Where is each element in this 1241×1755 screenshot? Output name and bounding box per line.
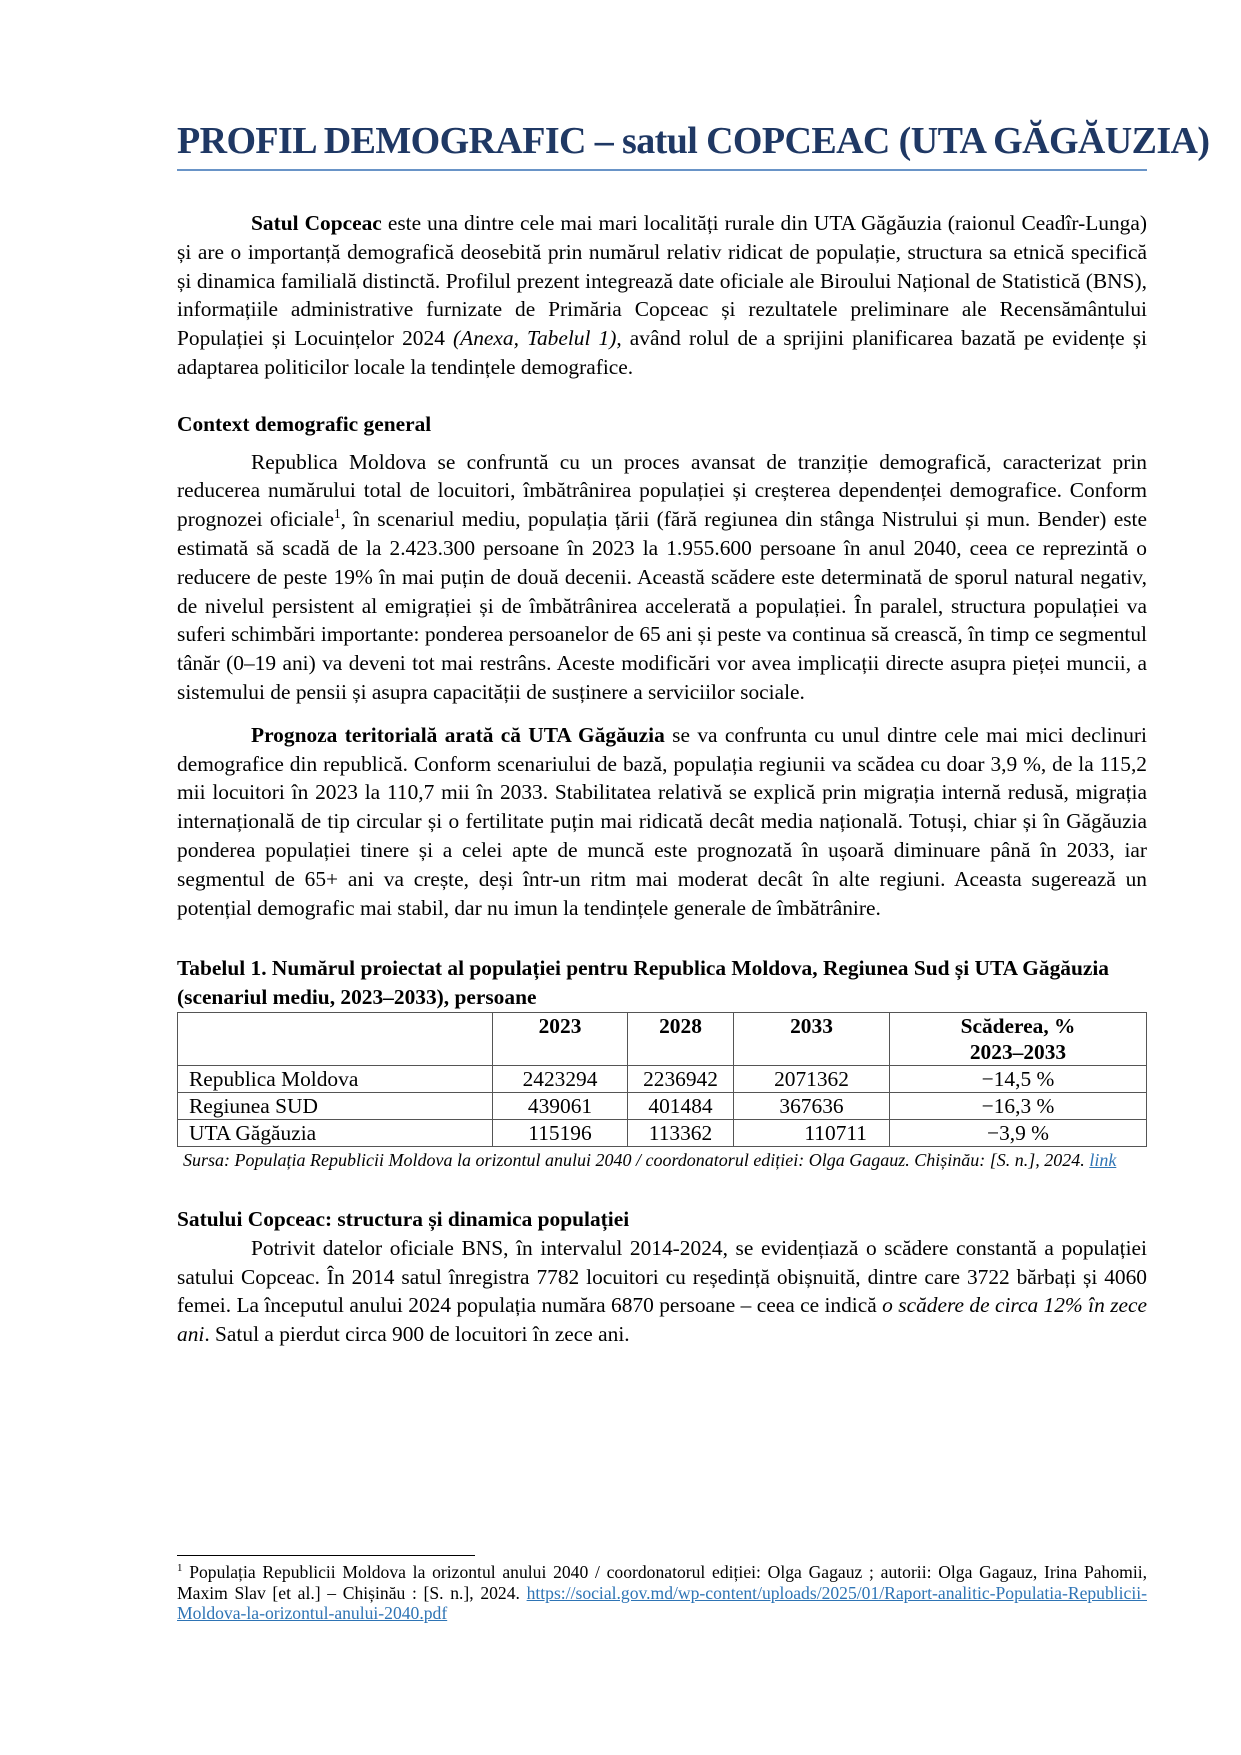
table-row: [178, 1092, 1147, 1119]
table-header-decline: [890, 1012, 1147, 1065]
copceac-paragraph: [177, 1234, 1147, 1349]
row-label: Republica Moldova: [178, 1065, 493, 1092]
copceac-italic-emphasis: o scădere de circa 12% în zece ani: [177, 1293, 1147, 1347]
table-header-empty: [178, 1012, 493, 1065]
table-source-text: Sursa: Populația Republicii Moldova la orizontul anului 2040 / coordonatorul ediției: Olga Gagauz. Chișinău: [S. n.], 2024.: [183, 1149, 1090, 1170]
table-header-row: [178, 1012, 1147, 1065]
footnote-text: Populația Republicii Moldova la orizontul anului 2040 / coordonatorul ediției: Olga Gagauz ; autorii: Olga Gagauz, Irina Pahomii, Maxim Slav [et al.] – Chișinău : [S. n.], 2024.: [177, 1562, 1147, 1603]
cell-2028: 2236942: [628, 1065, 734, 1092]
footnote-reference[interactable]: 1: [333, 506, 341, 522]
table-header-decline-line2: 2023–2033: [969, 1039, 1067, 1064]
cell-2023: 439061: [493, 1092, 628, 1119]
cell-2028: 401484: [628, 1092, 734, 1119]
table-header-2033: 2033: [734, 1012, 890, 1065]
footnote-url-link[interactable]: https://social.gov.md/wp-content/uploads/2025/01/Raport-analitic-Populatia-Republicii-Moldova-la-orizontul-anului-2040.pdf: [177, 1582, 1147, 1623]
row-label: UTA Găgăuzia: [178, 1119, 493, 1146]
copceac-text-1: Potrivit datelor oficiale BNS, în intervalul 2014-2024, se evidențiază o scădere constantă a populației satului Copceac. În 2014 satul înregistra 7782 locuitori cu reședință obișnuită, dintre care 3722 bărbați și 4060 femei. La începutul anului 2024 populația număra 6870 persoane – ceea ce indică: [177, 1235, 1147, 1318]
context-paragraph-2: [177, 721, 1147, 923]
page-content: [177, 118, 1210, 1349]
intro-bold-lead: Satul Copceac: [251, 211, 382, 235]
table-header-2023: 2023: [493, 1012, 628, 1065]
context-p2-bold-lead: Prognoza teritorială arată că UTA Găgăuzia: [251, 722, 665, 747]
footnote-number: 1: [177, 1562, 183, 1575]
intro-text-2: , având rolul de a sprijini planificarea bazată pe evidențe și adaptarea politicilor locale la tendințele demografice.: [177, 326, 1147, 379]
title-underline-rule: [177, 169, 1147, 171]
cell-2033: 367636: [734, 1092, 890, 1119]
intro-text-1: este una dintre cele mai mari localități rurale din UTA Găgăuzia (raionul Ceadîr-Lunga) și are o importanță demografică deosebită prin numărul relativ ridicat de populație, structura sa etnică specifică și dinamica familială distinctă. Profilul prezent integrează date oficiale ale Biroului Național de Statistică (BNS), informațiile administrative furnizate de Primăria Copceac și rezultatele preliminare ale Recensământului Populației și Locuințelor 2024: [177, 211, 1147, 351]
row-label: Regiunea SUD: [178, 1092, 493, 1119]
cell-2023: 2423294: [493, 1065, 628, 1092]
table-source-note: [177, 1149, 1147, 1172]
cell-2023: 115196: [493, 1119, 628, 1146]
footnotes: [177, 1562, 1147, 1624]
cell-decline: −3,9 %: [890, 1119, 1147, 1146]
table-header-2028: 2028: [628, 1012, 734, 1065]
intro-paragraph: [177, 209, 1147, 382]
cell-2028: 113362: [628, 1119, 734, 1146]
context-p1-text-1: Republica Moldova se confruntă cu un proces avansat de tranziție demografică, caracterizat prin reducerea numărului total de locuitori, îmbătrânirea populației și creșterea dependenței demografice. Conform prognozei oficiale: [177, 449, 1147, 532]
footnote-separator: [177, 1555, 475, 1556]
page-title: PROFIL DEMOGRAFIC – satul COPCEAC (UTA GĂGĂUZIA): [177, 120, 1210, 162]
table-row: [178, 1119, 1147, 1146]
cell-decline: −16,3 %: [890, 1092, 1147, 1119]
section-heading-copceac: Satului Copceac: structura și dinamica populației: [177, 1206, 630, 1231]
table-row: [178, 1065, 1147, 1092]
table-caption: Tabelul 1. Numărul proiectat al populației pentru Republica Moldova, Regiunea Sud și UTA Găgăuzia (scenariul mediu, 2023–2033), persoane: [177, 956, 1109, 1010]
cell-2033: 2071362: [734, 1065, 890, 1092]
section-heading-context: Context demografic general: [177, 411, 432, 436]
copceac-text-2: . Satul a pierdut circa 900 de locuitori în zece ani.: [204, 1322, 630, 1347]
intro-annex-reference: (Anexa, Tabelul 1): [453, 326, 617, 351]
context-p1-text-2: , în scenariul mediu, populația țării (fără regiunea din stânga Nistrului și mun. Bender) este estimată să scadă de la 2.423.300 persoane în 2023 la 1.955.600 persoane în anul 2040, ceea ce reprezintă o reducere de peste 19% în mai puțin de două decenii. Această scădere este determinată de sporul natural negativ, de nivelul persistent al emigrației și de îmbătrânirea accelerată a populației. În paralel, structura populației va suferi schimbări importante: ponderea persoanelor de 65 ani și peste va continua să crească, în timp ce segmentul tânăr (0–19 ani) va deveni tot mai restrâns. Aceste modificări vor avea implicații directe asupra pieței muncii, a sistemului de pensii și asupra capacității de susținere a serviciilor sociale.: [177, 507, 1147, 704]
cell-decline: −14,5 %: [890, 1065, 1147, 1092]
population-projection-table: [177, 1012, 1147, 1147]
context-paragraph-1: [177, 448, 1147, 707]
table-source-link[interactable]: link: [1089, 1149, 1117, 1170]
cell-2033: 110711: [734, 1119, 890, 1146]
footnote-1: [177, 1562, 1147, 1624]
context-p2-text: se va confrunta cu unul dintre cele mai mici declinuri demografice din republică. Conform scenariului de bază, populația regiunii va scădea cu doar 3,9 %, de la 115,2 mii locuitori în 2023 la 110,7 mii în 2033. Stabilitatea relativă se explică prin migrația internă redusă, migrația internațională de tip circular și o fertilitate puțin mai ridicată decât media națională. Totuși, chiar și în Găgăuzia ponderea populației tinere și a celei apte de muncă este prognozată în ușoară diminuare până în 2033, iar segmentul de 65+ ani va crește, deși într-un ritm mai moderat decât în alte regiuni. Aceasta sugerează un potențial demografic mai stabil, dar nu imun la tendințele generale de îmbătrânire.: [177, 722, 1147, 920]
table-header-decline-line1: Scăderea, %: [960, 1013, 1076, 1038]
